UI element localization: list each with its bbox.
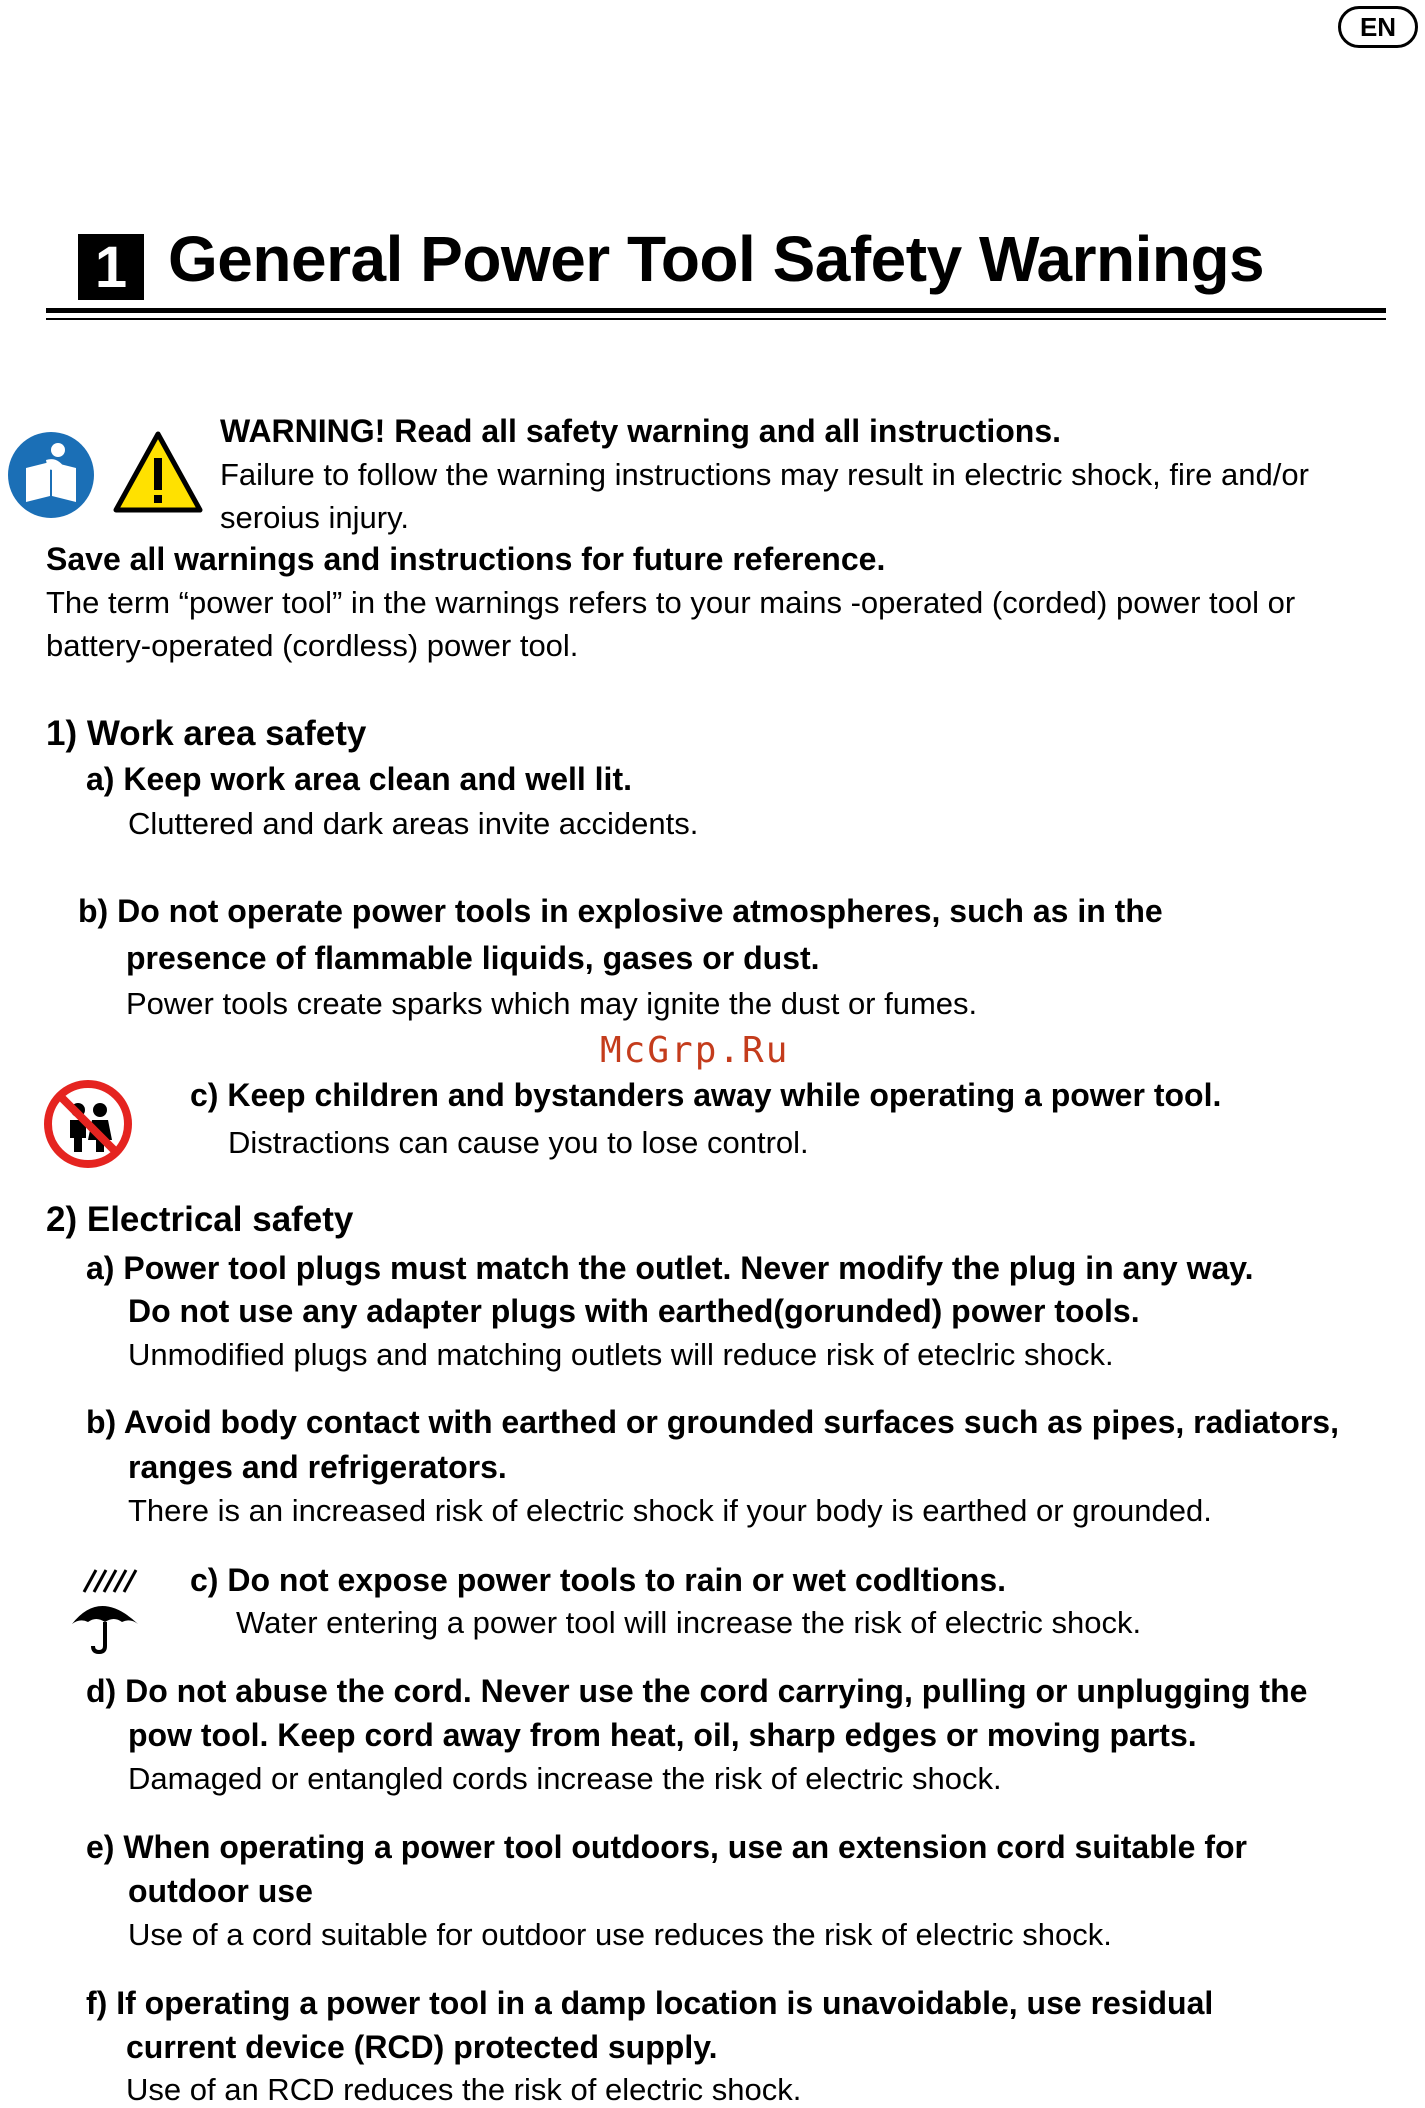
title-rule-thin xyxy=(46,318,1386,320)
section-1c-text: Distractions can cause you to lose control. xyxy=(228,1125,809,1160)
warning-text-line-1: Failure to follow the warning instructions may result in electric shock, fire and/or xyxy=(220,457,1309,492)
section-2a-title-line-1: a) Power tool plugs must match the outlet. Never modify the plug in any way. xyxy=(86,1250,1254,1286)
read-manual-icon xyxy=(6,430,96,520)
section-2-heading: 2) Electrical safety xyxy=(46,1200,354,1239)
no-children-icon xyxy=(42,1078,134,1170)
section-2b-text: There is an increased risk of electric shock if your body is earthed or grounded. xyxy=(128,1493,1212,1528)
warning-title: WARNING! Read all safety warning and all instructions. xyxy=(220,413,1062,449)
section-2f-text: Use of an RCD reduces the risk of electric shock. xyxy=(126,2072,802,2107)
section-2a-text: Unmodified plugs and matching outlets will reduce risk of eteclric shock. xyxy=(128,1337,1114,1372)
warning-text-line-2: seroius injury. xyxy=(220,500,409,535)
section-2e-title-line-2: outdoor use xyxy=(128,1873,313,1909)
section-1b-title-line-1: b) Do not operate power tools in explosive atmospheres, such as in the xyxy=(78,893,1163,929)
term-text-line-1: The term “power tool” in the warnings refers to your mains -operated (corded) power tool or xyxy=(46,585,1296,620)
section-2f-title-line-1: f) If operating a power tool in a damp location is unavoidable, use residual xyxy=(86,1985,1214,2021)
section-2b-title-line-1: b) Avoid body contact with earthed or grounded surfaces such as pipes, radiators, xyxy=(86,1404,1339,1440)
section-1b-title-line-2: presence of flammable liquids, gases or dust. xyxy=(126,940,820,976)
section-1a-title: a) Keep work area clean and well lit. xyxy=(86,761,632,797)
page-title: General Power Tool Safety Warnings xyxy=(168,223,1265,295)
section-2e-text: Use of a cord suitable for outdoor use reduces the risk of electric shock. xyxy=(128,1917,1112,1952)
section-2f-title-line-2: current device (RCD) protected supply. xyxy=(126,2029,718,2065)
watermark-text: McGrp.Ru xyxy=(600,1030,790,1071)
section-number-box: 1 xyxy=(78,234,144,300)
section-1-heading: 1) Work area safety xyxy=(46,714,367,753)
language-badge: EN xyxy=(1338,6,1418,48)
section-2a-title-line-2: Do not use any adapter plugs with earthed(gorunded) power tools. xyxy=(128,1293,1140,1329)
warning-triangle-icon xyxy=(112,430,204,514)
section-1b-text: Power tools create sparks which may ignite the dust or fumes. xyxy=(126,986,978,1021)
title-rule-thick xyxy=(46,308,1386,313)
section-2d-text: Damaged or entangled cords increase the risk of electric shock. xyxy=(128,1761,1002,1796)
section-2d-title-line-1: d) Do not abuse the cord. Never use the cord carrying, pulling or unplugging the xyxy=(86,1673,1308,1709)
section-2b-title-line-2: ranges and refrigerators. xyxy=(128,1449,507,1485)
section-2e-title-line-1: e) When operating a power tool outdoors, use an extension cord suitable for xyxy=(86,1829,1247,1865)
section-2c-title: c) Do not expose power tools to rain or wet codltions. xyxy=(190,1562,1007,1598)
section-2c-text: Water entering a power tool will increase the risk of electric shock. xyxy=(236,1605,1142,1640)
term-text-line-2: battery-operated (cordless) power tool. xyxy=(46,628,579,663)
save-instructions-title: Save all warnings and instructions for future reference. xyxy=(46,541,886,577)
section-1a-text: Cluttered and dark areas invite accidents. xyxy=(128,806,699,841)
rain-umbrella-icon xyxy=(64,1566,156,1656)
section-2d-title-line-2: pow tool. Keep cord away from heat, oil, sharp edges or moving parts. xyxy=(128,1717,1197,1753)
section-1c-title: c) Keep children and bystanders away while operating a power tool. xyxy=(190,1077,1222,1113)
